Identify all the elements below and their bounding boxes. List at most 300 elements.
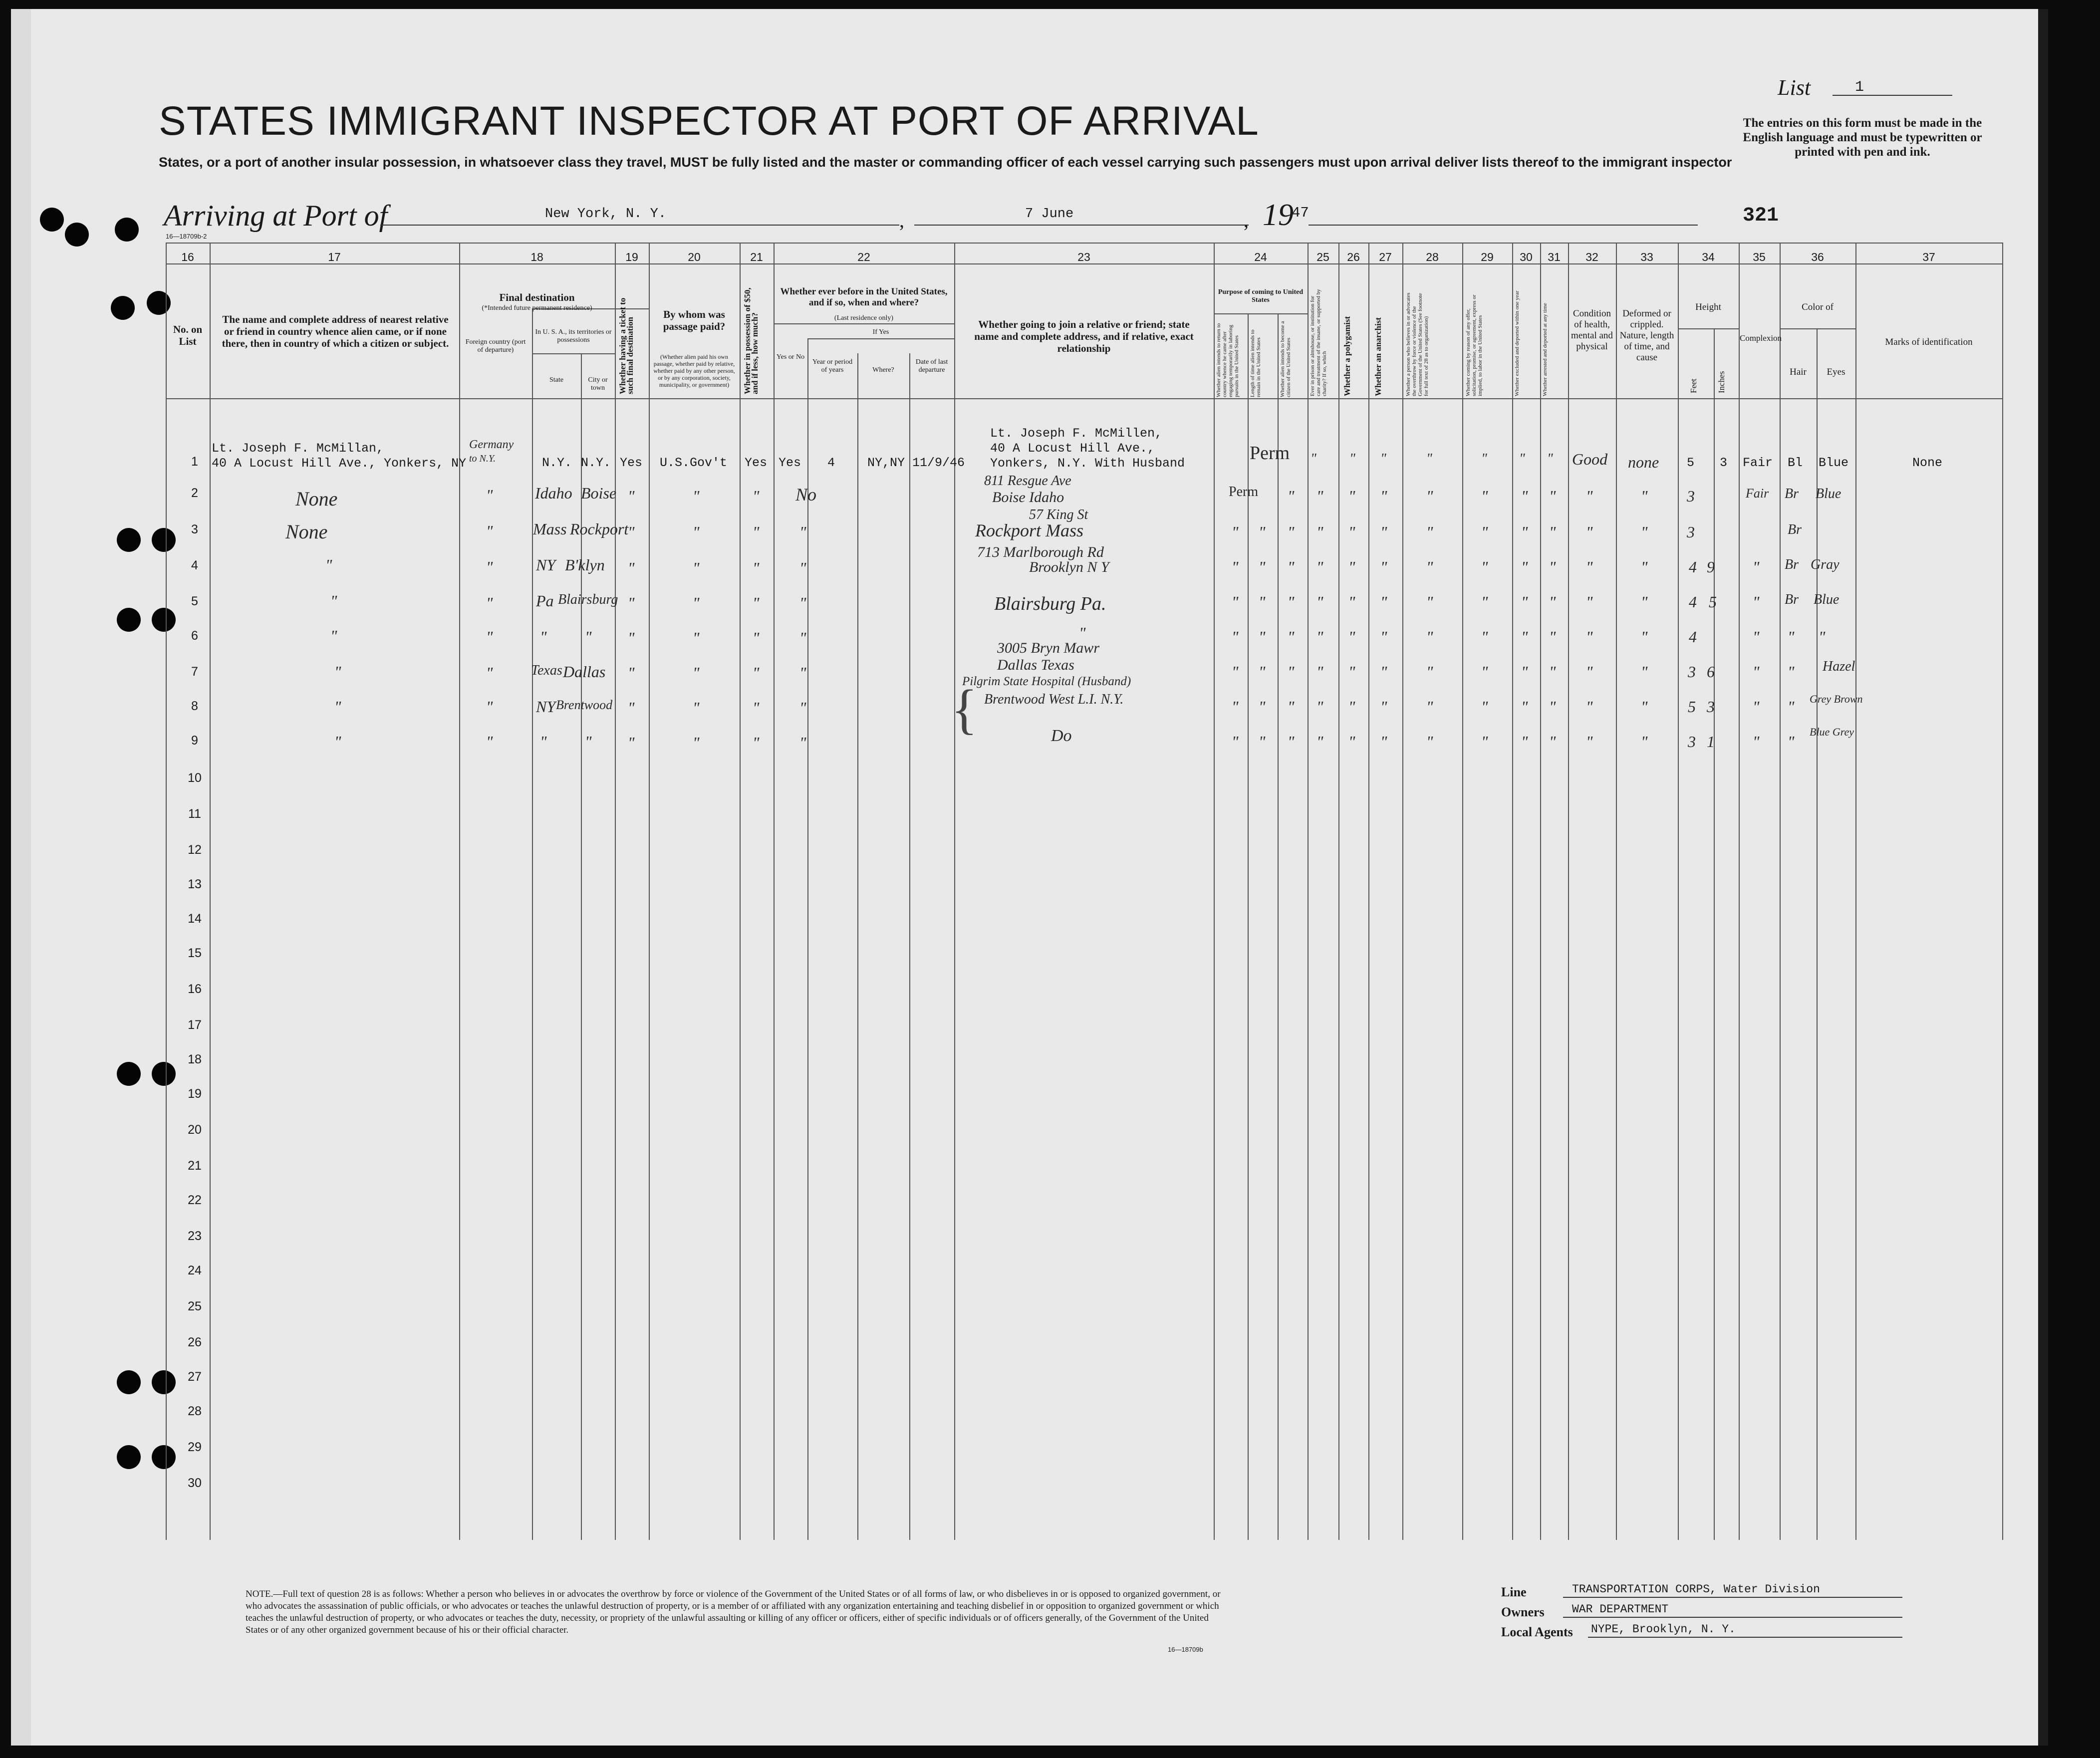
row4-passage: " [693, 559, 700, 577]
row8-passage: " [693, 699, 700, 717]
row1-purpose: Perm [1250, 443, 1290, 464]
form-subtitle: States, or a port of another insular possession, in whatsoever class they travel, MUST be fully listed and the master or commanding officer of each vessel carrying such passengers must upon arrival deliver lists thereof to the immigrant inspector [159, 155, 1732, 170]
row3-ever-before: " [799, 523, 806, 541]
ditto-mark: " [1259, 523, 1266, 541]
row6-complexion: " [1753, 628, 1760, 646]
header-top-rule [166, 243, 2002, 244]
punch-hole [115, 218, 139, 242]
row1-deformed: none [1628, 453, 1659, 471]
sub-rule [1780, 328, 1855, 329]
header-health: Condition of health, mental and physical [1571, 308, 1613, 352]
ditto-mark: " [1380, 451, 1386, 467]
row1-departure-date: 11/9/46 [912, 456, 965, 470]
punch-hole [117, 1062, 141, 1086]
row7-city: Dallas [563, 663, 606, 681]
table-grid [11, 9, 2048, 1746]
row3-purpose: " [1232, 523, 1239, 541]
sheet-left-edge [11, 9, 31, 1746]
row4-inches: 9 [1707, 558, 1715, 576]
ditto-mark: " [1426, 523, 1433, 541]
row2-purpose: Perm [1229, 484, 1259, 500]
colnum-22: 22 [857, 251, 870, 263]
row8-money: " [753, 699, 760, 717]
ditto-mark: " [1380, 733, 1387, 751]
ditto-mark: " [1426, 451, 1432, 467]
local-agents-value: NYPE, Brooklyn, N. Y. [1591, 1623, 1736, 1636]
ditto-mark: " [1348, 698, 1355, 716]
sub-rule [807, 338, 954, 339]
port-fill-line [380, 225, 899, 226]
row4-eyes: Gray [1811, 557, 1839, 572]
row4-join-street: 713 Marlborough Rd [977, 544, 1104, 560]
ditto-mark: " [1349, 451, 1355, 467]
row9-ever-before: " [799, 734, 806, 752]
row3-passage: " [693, 523, 700, 541]
row2-passage: " [693, 487, 700, 505]
row3-feet: 3 [1687, 523, 1695, 541]
punch-hole [117, 1445, 141, 1469]
col-line [1540, 243, 1541, 1540]
colnum-25: 25 [1316, 251, 1329, 263]
row9-foreign: " [486, 733, 493, 751]
row4-feet: 4 [1689, 558, 1697, 576]
row9-eyes: Blue Grey [1810, 726, 1854, 738]
row8-join-address: Brentwood West L.I. N.Y. [984, 692, 1124, 707]
ditto-mark: " [1288, 523, 1295, 541]
row-number: 9 [191, 734, 198, 748]
row4-ticket: " [628, 559, 635, 577]
row6-relative: " [330, 627, 337, 645]
colnum-31: 31 [1548, 251, 1561, 263]
row2-feet: 3 [1687, 487, 1695, 505]
row5-state: Pa [536, 592, 554, 610]
row6-purpose: " [1232, 628, 1239, 646]
colnum-16: 16 [181, 251, 194, 263]
year-fill-line [1309, 225, 1698, 226]
header-relative: The name and complete address of nearest relative or friend in country whence alien came, or if none there, then in country of which a citizen or subject. [222, 313, 449, 349]
row3-foreign: " [486, 522, 493, 540]
ditto-mark: " [1549, 663, 1556, 681]
row4-city: B'klyn [565, 556, 605, 574]
punch-hole [152, 1062, 176, 1086]
ditto-mark: " [1641, 593, 1648, 611]
punch-hole [152, 1445, 176, 1469]
sub-rule [1214, 313, 1308, 314]
row-number: 12 [188, 843, 202, 857]
ditto-mark: " [1586, 593, 1593, 611]
col-line [954, 243, 955, 1540]
ditto-mark: " [1641, 558, 1648, 576]
form-title: STATES IMMIGRANT INSPECTOR AT PORT OF ARRIVAL [159, 98, 1259, 144]
ditto-mark: " [1259, 558, 1266, 576]
ditto-mark: " [1481, 663, 1488, 681]
row7-eyes: Hazel [1823, 659, 1855, 674]
ditto-mark: " [1288, 487, 1295, 505]
row5-inches: 5 [1709, 593, 1717, 611]
owners-label: Owners [1501, 1605, 1545, 1619]
ditto-mark: " [1641, 733, 1648, 751]
ditto-mark: " [1259, 663, 1266, 681]
header-final-destination: Final destination [499, 291, 575, 303]
ditto-mark: " [1259, 628, 1266, 646]
date-fill-line [914, 225, 1249, 226]
year-prefix: 19 [1263, 198, 1294, 232]
ditto-mark: " [1348, 628, 1355, 646]
ditto-mark: " [1316, 558, 1323, 576]
ditto-mark: " [1641, 663, 1648, 681]
ditto-mark: " [1521, 523, 1528, 541]
header-date-departure: Date of last departure [915, 358, 948, 374]
ditto-mark: " [1288, 628, 1295, 646]
row-number: 3 [191, 522, 198, 536]
row7-purpose: " [1232, 663, 1239, 681]
ditto-mark: " [1481, 698, 1488, 716]
ditto-mark: " [1380, 628, 1387, 646]
row2-state: Idaho [535, 484, 572, 502]
row3-relative: None [285, 520, 328, 543]
row-number: 23 [188, 1229, 202, 1243]
ditto-mark: " [1641, 523, 1648, 541]
row7-ever-before: " [799, 664, 806, 682]
punch-hole [117, 528, 141, 552]
row3-state: Mass [533, 520, 567, 538]
ditto-mark: " [1641, 628, 1648, 646]
ditto-mark: " [1380, 487, 1387, 505]
ditto-mark: " [1348, 593, 1355, 611]
colnum-28: 28 [1426, 251, 1439, 263]
row8-ticket: " [628, 699, 635, 717]
row1-marks: None [1912, 456, 1943, 470]
row1-hair: Bl [1788, 456, 1803, 470]
ditto-mark: " [1481, 487, 1488, 505]
row2-ever-before: No [795, 485, 817, 504]
col-line [1214, 243, 1215, 1540]
colnum-24: 24 [1254, 251, 1267, 263]
header-city: City or town [588, 376, 608, 392]
row-number: 21 [188, 1159, 202, 1173]
row1-years: 4 [827, 456, 835, 470]
header-color-of: Color of [1802, 302, 1834, 312]
row6-money: " [753, 629, 760, 647]
row-number: 1 [191, 455, 198, 469]
row3-city: Rockport [570, 520, 629, 538]
row5-join: Blairsburg Pa. [994, 593, 1106, 614]
ditto-mark: " [1641, 698, 1648, 716]
col-line [1616, 243, 1617, 1540]
header-join-relative: Whether going to join a relative or friend; state name and complete address, and if relative, exact relationship [974, 318, 1194, 354]
row1-ever-before: Yes [779, 456, 801, 470]
row7-join-street: 3005 Bryn Mawr [997, 640, 1099, 656]
col-line [532, 308, 533, 1540]
row4-complexion: " [1753, 558, 1760, 576]
header-passage-paid: By whom was passage paid? [663, 308, 726, 332]
row8-ever-before: " [799, 699, 806, 717]
row9-relative: " [334, 733, 341, 751]
row5-passage: " [693, 594, 700, 612]
row9-city: " [585, 733, 592, 751]
ditto-mark: " [1586, 698, 1593, 716]
row2-join-city: Boise Idaho [992, 489, 1064, 505]
row8-eyes: Grey Brown [1810, 693, 1863, 705]
row9-ticket: " [628, 734, 635, 752]
row1-join-address: 40 A Locust Hill Ave., [990, 441, 1155, 456]
col-line [1462, 243, 1463, 1540]
row4-join-city: Brooklyn N Y [1029, 559, 1109, 575]
ditto-mark: " [1481, 558, 1488, 576]
row-number: 24 [188, 1263, 202, 1277]
row1-ticket: Yes [620, 456, 643, 470]
col-line [1278, 313, 1279, 1540]
row5-ticket: " [628, 594, 635, 612]
footnote-question-28: NOTE.—Full text of question 28 is as follows: Whether a person who believes in or advocates the overthrow by force or violence of the Government of the United States or of all forms of law, or who disbelieves in or is opposed to organized government, or who advocates the assassination of public officials, or who advocates or teaches the unlawful destruction of property, or is a member of or affiliated with any organization entertaining and teaching disbelief in or opposition to organized government or which teaches the unlawful destruction of property, or who advocates or teaches the duty, necessity, or propriety of the unlawful assaulting or killing of any officer or officers, either of specific individuals or of officers generally, of the Government of the United States or of any other organized government because of his or their official character. [246, 1589, 1221, 1635]
row8-join-institution: Pilgrim State Hospital (Husband) [962, 675, 1131, 688]
row7-money: " [753, 664, 760, 682]
colnum-37: 37 [1922, 251, 1935, 263]
ditto-mark: " [1348, 558, 1355, 576]
header-deformed: Deformed or crippled. Nature, length of time, and cause [1619, 308, 1674, 363]
col-line [1817, 328, 1818, 1540]
ditto-mark: " [1549, 487, 1556, 505]
list-number: 1 [1855, 79, 1864, 96]
line-label: Line [1501, 1585, 1527, 1599]
ditto-mark: " [1316, 698, 1323, 716]
list-fill-line [1833, 95, 1952, 96]
row7-feet: 3 [1688, 663, 1696, 681]
row9-purpose: " [1232, 733, 1239, 751]
sub-rule [1678, 328, 1739, 329]
punch-hole [152, 1370, 176, 1394]
agents-fill-line [1588, 1637, 1902, 1638]
header-foreign-country: Foreign country (port of departure) [465, 338, 526, 354]
col-line [1368, 243, 1369, 1540]
row5-purpose: " [1232, 593, 1239, 611]
row-number: 20 [188, 1123, 202, 1137]
ditto-mark: " [1348, 663, 1355, 681]
row5-money: " [753, 594, 760, 612]
row7-foreign: " [486, 664, 493, 682]
ditto-mark: " [1259, 698, 1266, 716]
ditto-mark: " [1426, 487, 1433, 505]
arriving-label: Arriving at Port of [164, 199, 388, 232]
row-number: 6 [191, 629, 198, 643]
row3-ticket: " [628, 523, 635, 541]
row4-foreign: " [486, 558, 493, 576]
row6-foreign: " [486, 628, 493, 646]
row9-feet: 3 [1688, 733, 1696, 751]
col-line [1714, 328, 1715, 1540]
row-number: 13 [188, 877, 202, 891]
col-line [1402, 243, 1403, 1540]
colnum-19: 19 [625, 251, 638, 263]
header-purpose-citizen: Whether alien intends to become a citizen of the United States [1280, 321, 1292, 397]
row8-purpose: " [1232, 698, 1239, 716]
header-prison: Ever in prison or almshouse, or institution for care and treatment of the insane, or supported by charity? If so, which [1310, 289, 1327, 396]
ditto-mark: " [1586, 733, 1593, 751]
ditto-mark: " [1288, 698, 1295, 716]
colnum-36: 36 [1811, 251, 1824, 263]
sub-rule [774, 323, 954, 324]
col-line [1739, 243, 1740, 1540]
row1-join-name: Lt. Joseph F. McMillen, [990, 426, 1163, 441]
comma-mark: , [899, 209, 904, 232]
row8-foreign: " [486, 698, 493, 716]
row1-foreign-country: Germany [469, 438, 514, 451]
row-number: 19 [188, 1087, 202, 1101]
col-line [1678, 243, 1679, 1540]
header-purpose-return: Whether alien intends to return to country whence he came after engaging temporarily in laboring pursuits in the United States [1216, 323, 1240, 397]
colnum-29: 29 [1481, 251, 1494, 263]
col-line [615, 243, 616, 1540]
row9-complexion: " [1753, 733, 1760, 751]
ditto-mark: " [1549, 698, 1556, 716]
ditto-mark: " [1547, 451, 1553, 467]
row-number: 25 [188, 1299, 202, 1313]
ditto-mark: " [1348, 487, 1355, 505]
header-marks: Marks of identification [1885, 337, 1973, 347]
ditto-mark: " [1519, 451, 1525, 467]
row3-money: " [753, 523, 760, 541]
ditto-mark: " [1586, 523, 1593, 541]
row9-passage: " [693, 734, 700, 752]
row8-relative: " [334, 698, 341, 716]
colnum-23: 23 [1077, 251, 1090, 263]
row1-relative-address: 40 A Locust Hill Ave., Yonkers, NY [212, 456, 467, 471]
ditto-mark: " [1259, 593, 1266, 611]
header-excluded: Whether excluded and deported within one year [1514, 290, 1520, 396]
header-inches: Inches [1717, 371, 1726, 393]
row6-passage: " [693, 629, 700, 647]
row5-foreign: " [486, 594, 493, 612]
col-line [1568, 243, 1569, 1540]
row-number: 27 [188, 1370, 202, 1384]
ditto-mark: " [1380, 698, 1387, 716]
row5-feet: 4 [1689, 593, 1697, 611]
header-overthrow: Whether a person who believes in or advocates the overthrow by force or violence of the Government of the United States (See footnote for full text of 28 as to organization) [1405, 292, 1429, 396]
header-where: Where? [872, 366, 894, 374]
row-number: 16 [188, 982, 202, 996]
row2-relative: None [295, 488, 338, 510]
row1-inches: 3 [1720, 456, 1728, 470]
row6-state: " [540, 628, 547, 646]
row2-money: " [753, 487, 760, 505]
date-value: 7 June [1025, 207, 1074, 222]
ditto-mark: " [1586, 558, 1593, 576]
row3-join-street: 57 King St [1029, 507, 1088, 522]
punch-hole [65, 223, 89, 247]
ditto-mark: " [1521, 487, 1528, 505]
ditto-mark: " [1426, 628, 1433, 646]
row7-ticket: " [628, 664, 635, 682]
english-notice: The entries on this form must be made in the English language and must be typewritten or printed with pen and ink. [1743, 116, 1982, 159]
row-number: 11 [188, 807, 201, 821]
header-height: Height [1695, 302, 1721, 312]
col-line [166, 243, 167, 1540]
ditto-mark: " [1426, 558, 1433, 576]
row1-join-relation: Yonkers, N.Y. With Husband [990, 456, 1185, 471]
row6-hair: " [1788, 628, 1795, 646]
col-line [1512, 243, 1513, 1540]
row5-eyes: Blue [1814, 592, 1839, 607]
comma-mark: , [1244, 209, 1249, 232]
col-line [807, 338, 808, 1540]
col-line [1855, 243, 1856, 1540]
row4-purpose: " [1232, 558, 1239, 576]
row8-complexion: " [1753, 698, 1760, 716]
row7-state: Texas [531, 663, 562, 678]
header-purpose: Purpose of coming to United States [1218, 288, 1304, 304]
row6-ticket: " [628, 629, 635, 647]
ditto-mark: " [1521, 733, 1528, 751]
row8-hair: " [1788, 698, 1795, 716]
row-number: 10 [188, 771, 202, 785]
ditto-mark: " [1380, 558, 1387, 576]
row-number: 30 [188, 1476, 202, 1490]
colnum-34: 34 [1702, 251, 1715, 263]
ditto-mark: " [1586, 628, 1593, 646]
row7-hair: " [1788, 663, 1795, 681]
row-number: 22 [188, 1193, 202, 1207]
row3-join-city: Rockport Mass [975, 520, 1083, 540]
ditto-mark: " [1549, 593, 1556, 611]
ditto-mark: " [1586, 487, 1593, 505]
row1-eyes: Blue [1819, 456, 1849, 470]
row4-money: " [753, 559, 760, 577]
row-number: 29 [188, 1440, 202, 1454]
owners-fill-line [1563, 1617, 1902, 1618]
ditto-mark: " [1521, 663, 1528, 681]
row-number: 8 [191, 699, 198, 713]
col-line [1338, 243, 1339, 1540]
list-label: List [1778, 75, 1811, 100]
row-number: 5 [191, 594, 198, 608]
line-value: TRANSPORTATION CORPS, Water Division [1572, 1583, 1820, 1596]
row2-hair: Br [1785, 486, 1799, 502]
row-number: 17 [188, 1018, 202, 1032]
ditto-mark: " [1311, 451, 1316, 467]
ditto-mark: " [1481, 451, 1487, 467]
header-labor-offer: Whether coming by reason of any offer, solicitation, promise, or agreement, express or implied, to labor in the United States [1465, 294, 1483, 396]
row5-city: Blairsburg [558, 592, 618, 607]
ditto-mark: " [1288, 663, 1295, 681]
ditto-mark: " [1348, 733, 1355, 751]
ditto-mark: " [1380, 523, 1387, 541]
row1-foreign-country-note: to N.Y. [469, 453, 496, 464]
colnum-17: 17 [328, 251, 341, 263]
row1-health: Good [1572, 450, 1608, 468]
col-line [649, 243, 650, 1540]
row2-city: Boise [581, 484, 617, 502]
row7-complexion: " [1753, 663, 1760, 681]
row6-feet: 4 [1689, 628, 1697, 646]
colnum-27: 27 [1379, 251, 1392, 263]
row8-inches: 3 [1707, 698, 1715, 716]
row1-relative-name: Lt. Joseph F. McMillan, [212, 441, 384, 456]
row1-passage: U.S.Gov't [660, 456, 728, 470]
row2-eyes: Blue [1816, 486, 1841, 502]
row7-inches: 6 [1707, 663, 1715, 681]
punch-hole [40, 208, 64, 232]
row2-ticket: " [628, 487, 635, 505]
row-number: 14 [188, 912, 202, 926]
row1-city: N.Y. [581, 456, 611, 470]
punch-hole [117, 608, 141, 632]
ditto-mark: " [1641, 487, 1648, 505]
ditto-mark: " [1348, 523, 1355, 541]
row8-feet: 5 [1688, 698, 1696, 716]
punch-hole [111, 296, 135, 320]
header-anarchist: Whether an anarchist [1373, 317, 1383, 396]
row-number: 26 [188, 1335, 202, 1349]
